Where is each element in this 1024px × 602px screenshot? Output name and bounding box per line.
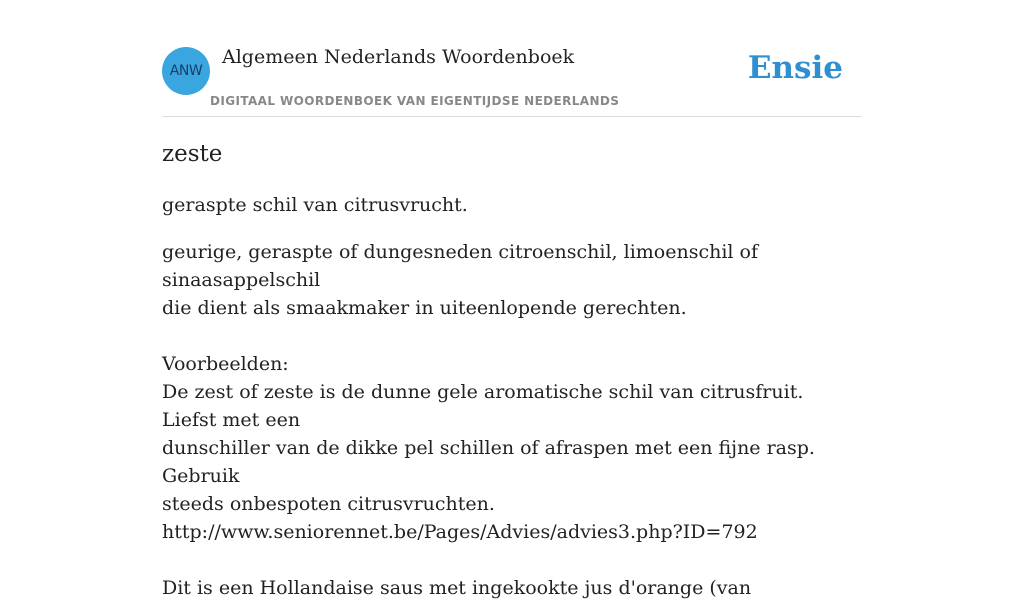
blank-line [162,322,862,350]
example-line: Dit is een Hollandaise saus met ingekookte jus d'orange (van [162,577,752,599]
examples-label: Voorbeelden: [162,353,289,375]
logo-text: ANW [169,63,203,79]
definition-line: die dient als smaakmaker in uiteenlopende gerechten. [162,297,687,319]
ensie-brand-logo[interactable]: Ensie [747,50,843,86]
site-subtitle: DIGITAAL WOORDENBOEK VAN EIGENTIJDSE NEDERLANDS [210,94,620,108]
anw-logo[interactable] [162,47,210,95]
example-line: steeds onbespoten citrusvruchten. [162,493,495,515]
site-title[interactable]: Algemeen Nederlands Woordenboek [222,46,575,68]
site-header [162,0,862,117]
definition-line: geurige, geraspte of dungesneden citroenschil, limoenschil of sinaasappelschil [162,241,759,291]
entry-content [162,138,862,602]
example-line: dunschiller van de dikke pel schillen of afraspen met een fijne rasp. Gebruik [162,437,815,487]
example-source-url: http://www.seniorennet.be/Pages/Advies/advies3.php?ID=792 [162,521,758,543]
blank-line [162,546,862,574]
short-definition: geraspte schil van citrusvrucht. [162,194,468,216]
example-line: De zest of zeste is de dunne gele aromatische schil van citrusfruit. Liefst met een [162,381,804,431]
entry-headword: zeste [162,141,223,167]
long-definition [162,238,862,602]
